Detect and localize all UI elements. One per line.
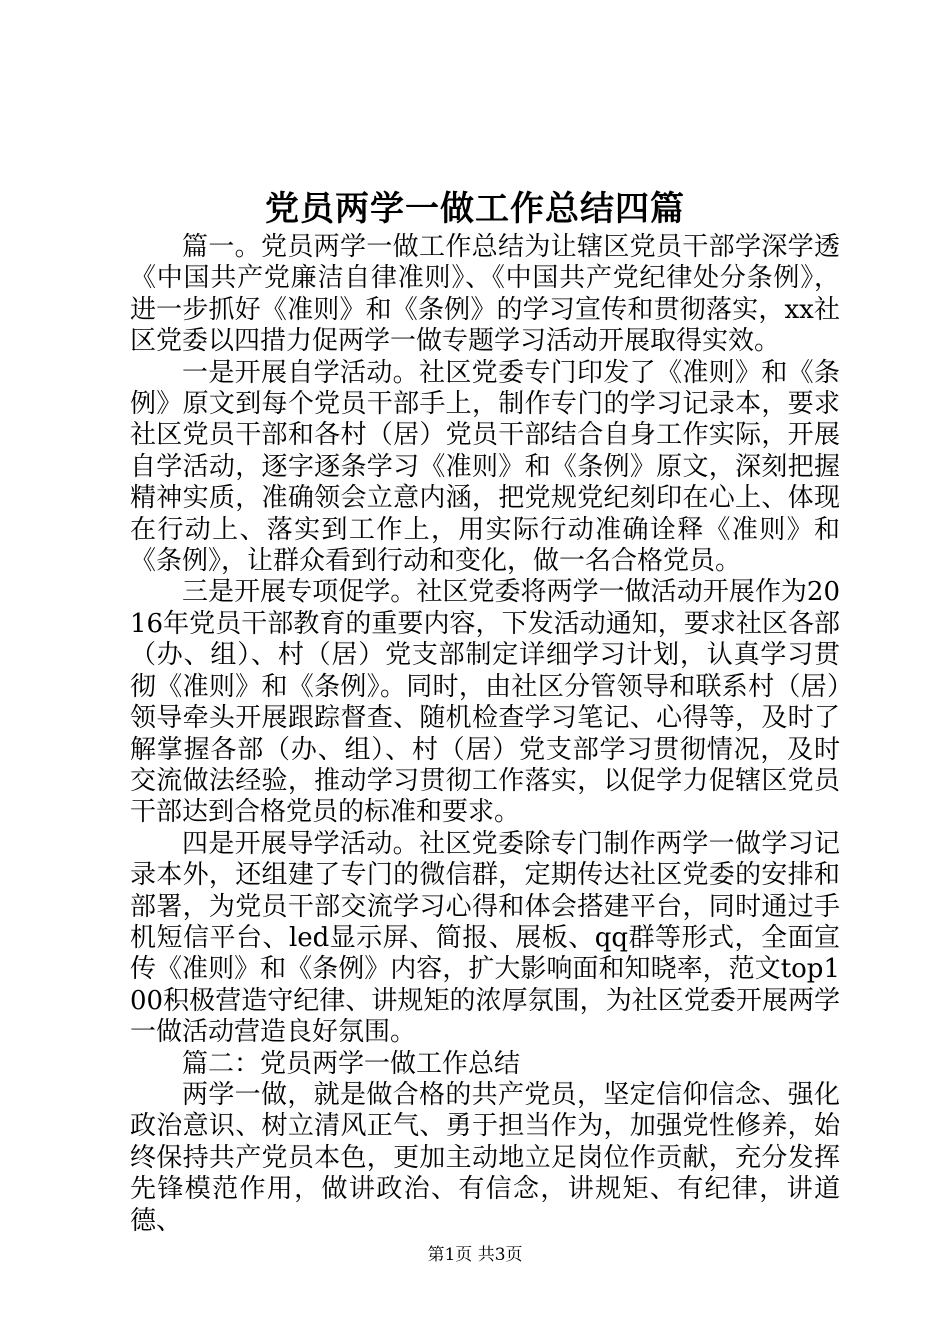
paragraph-guided-study: 四是开展导学活动。社区党委除专门制作两学一做学习记录本外，还组建了专门的微信群，定期传达社区党委的安排和部署，为党员干部交流学习心得和体会搭建平台，同时通过手机短信平台、led显示屏、简报、展板、qq群等形式，全面宣传《准则》和《条例》内容，扩大影响面和知晓率，范文top100积极营造守纪律、讲规矩的浓厚氛围，为社区党委开展两学一做活动营造良好氛围。 [130,828,840,1048]
paragraph-special-study: 三是开展专项促学。社区党委将两学一做活动开展作为2016年党员干部教育的重要内容，下发活动通知，要求社区各部（办、组）、村（居）党支部制定详细学习计划，认真学习贯彻《准则》和《条例》。同时，由社区分管领导和联系村（居）领导牵头开展跟踪督查、随机检查学习笔记、心得等，及时了解掌握各部（办、组）、村（居）党支部学习贯彻情况，及时交流做法经验，推动学习贯彻工作落实，以促学力促辖区党员干部达到合格党员的标准和要求。 [130,577,840,828]
page-number: 第1页 共3页 [427,1245,523,1265]
document-title: 党员两学一做工作总结四篇 [265,189,685,229]
document-body [130,232,840,1237]
section-heading-part-two: 篇二：党员两学一做工作总结 [182,1048,521,1079]
paragraph-part-two-intro: 两学一做，就是做合格的共产党员，坚定信仰信念、强化政治意识、树立清风正气、勇于担当作为，加强党性修养，始终保持共产党员本色，更加主动地立足岗位作贡献，充分发挥先锋模范作用，做讲政治、有信念，讲规矩、有纪律，讲道德、 [130,1079,840,1236]
paragraph-self-study: 一是开展自学活动。社区党委专门印发了《准则》和《条例》原文到每个党员干部手上，制作专门的学习记录本，要求社区党员干部和各村（居）党员干部结合自身工作实际，开展自学活动，逐字逐条学习《准则》和《条例》原文，深刻把握精神实质，准确领会立意内涵，把党规党纪刻印在心上、体现在行动上、落实到工作上，用实际行动准确诠释《准则》和《条例》，让群众看到行动和变化，做一名合格党员。 [130,357,840,577]
paragraph-part-one-intro: 篇一。党员两学一做工作总结为让辖区党员干部学深学透《中国共产党廉洁自律准则》、《中国共产党纪律处分条例》，进一步抓好《准则》和《条例》的学习宣传和贯彻落实，xx社区党委以四措力促两学一做专题学习活动开展取得实效。 [130,232,840,357]
